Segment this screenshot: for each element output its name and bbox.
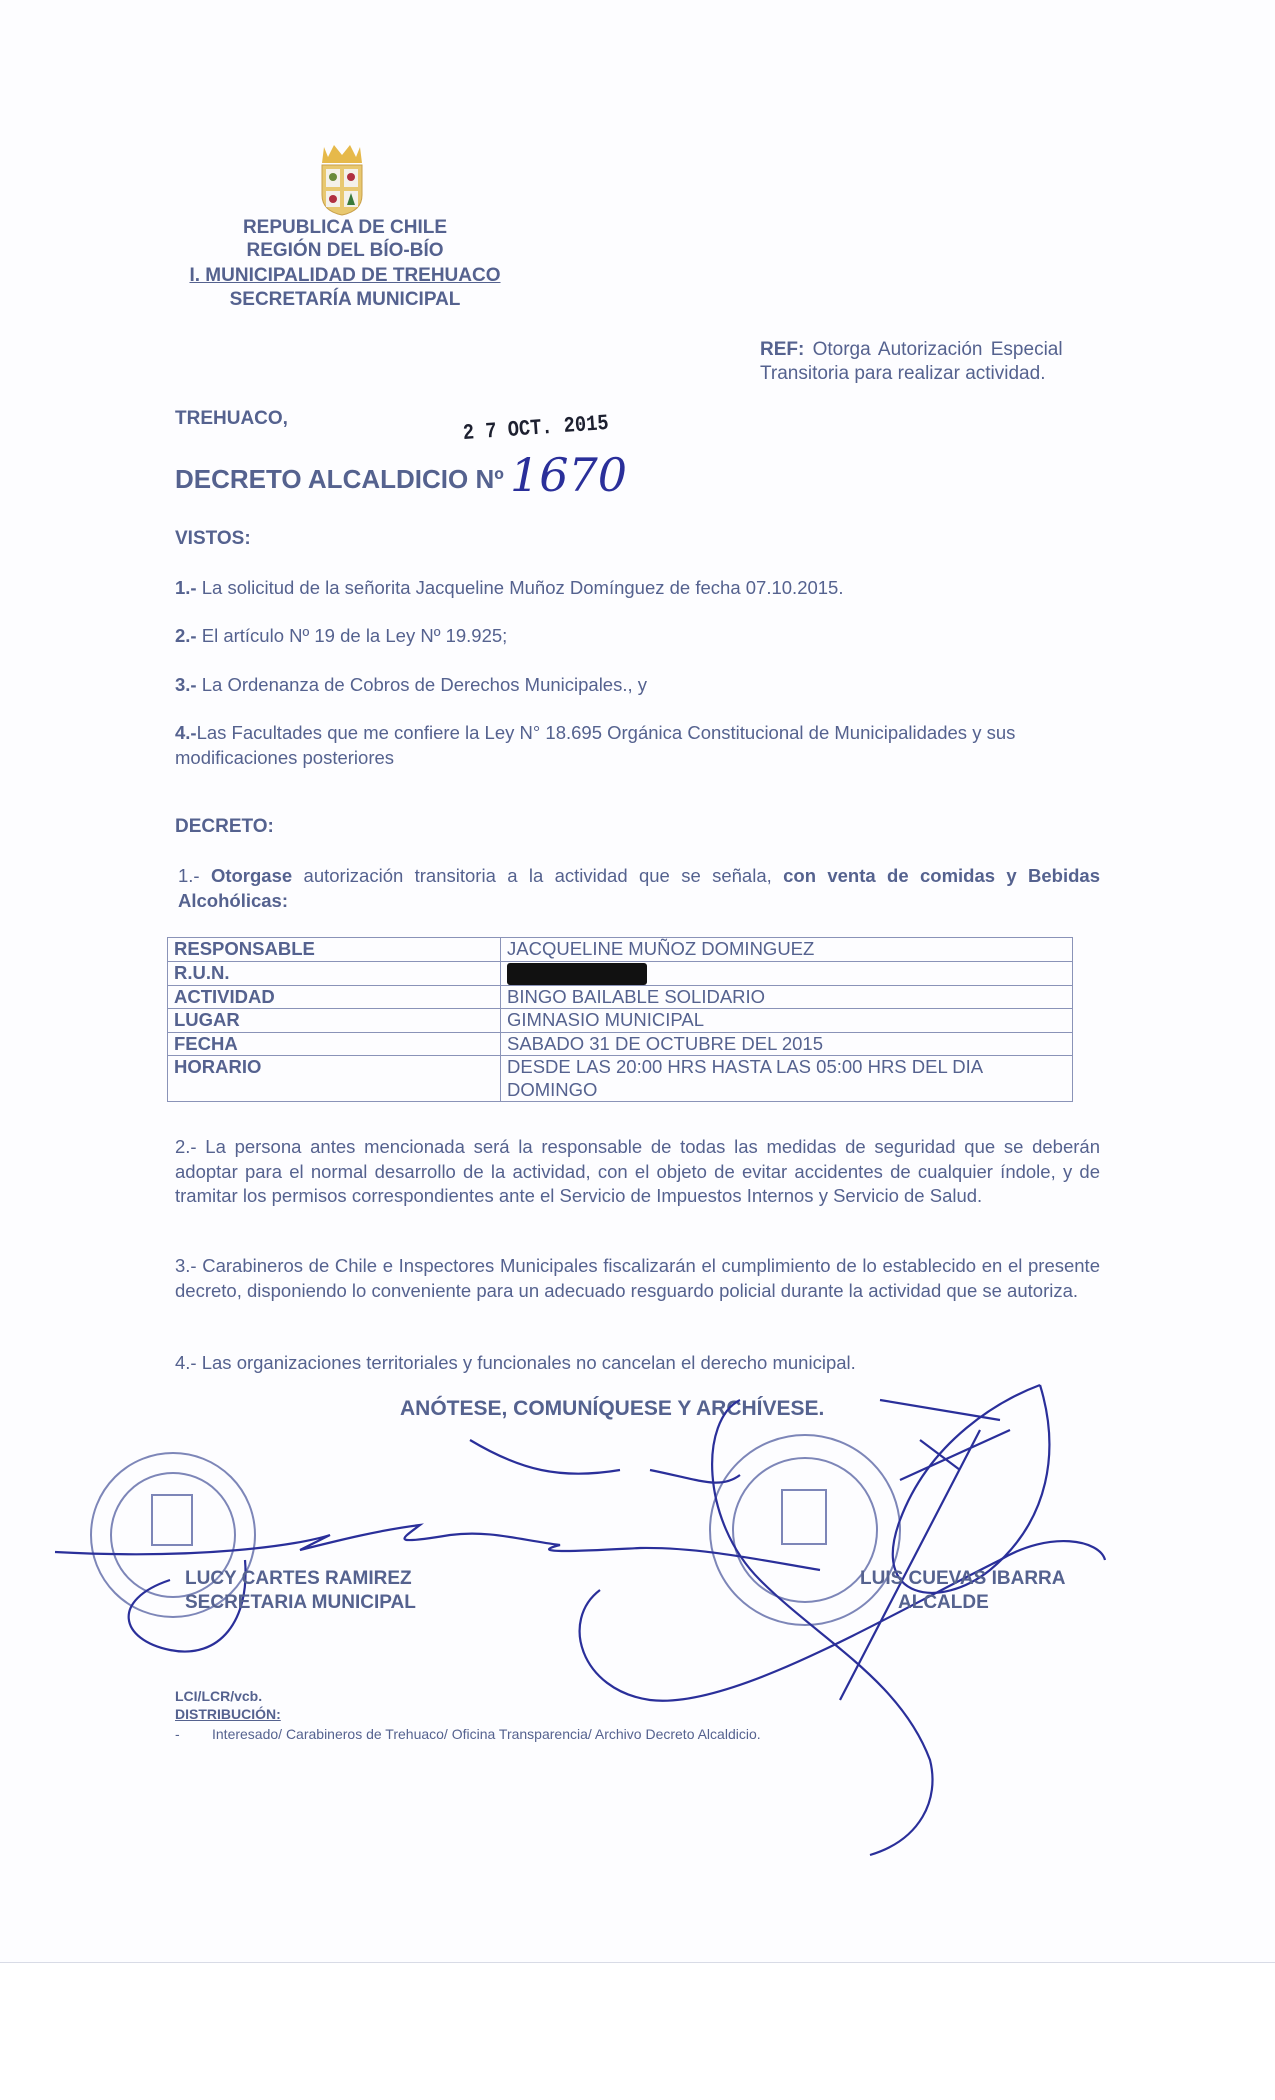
alcalde-role: ALCALDE [898, 1592, 989, 1613]
row-key: ACTIVIDAD [168, 985, 501, 1009]
point-bold: Otorgase [210, 865, 293, 886]
row-value: BINGO BAILABLE SOLIDARIO [501, 985, 1073, 1009]
row-value: GIMNASIO MUNICIPAL [501, 1009, 1073, 1033]
municipal-crest-logo [318, 143, 366, 217]
ref-label: REF: [760, 339, 805, 360]
table-row [168, 1032, 1073, 1056]
item-num: 1.- [175, 577, 197, 598]
header-municipality: I. MUNICIPALIDAD DE TREHUACO [189, 265, 501, 286]
header-region: REGIÓN DEL BÍO-BÍO [246, 240, 444, 261]
item-text: Las Facultades que me confiere la Ley N° 18.695 Orgánica Constitucional de Municipalidades y sus modificaciones posteriores [175, 722, 1016, 768]
item-num: 4.- [175, 722, 197, 743]
item-num: 2.- [175, 625, 197, 646]
ref-line-1 [760, 339, 1063, 361]
row-key: R.U.N. [168, 961, 501, 985]
signature-strokes-icon [55, 1385, 1105, 1855]
decreto-point-3: 3.- Carabineros de Chile e Inspectores Municipales fiscalizarán el cumplimiento de lo establecido en el presente decreto, disponiendo lo conveniente para un adecuado resguardo policial durante la actividad que se autoriza. [175, 1255, 1100, 1301]
ref-text-1: Otorga Autorización Especial [812, 339, 1063, 360]
vistos-item-3 [175, 673, 1100, 698]
vistos-item-1 [175, 576, 1100, 601]
activity-details-table [167, 937, 1073, 1102]
row-key: HORARIO [168, 1056, 501, 1102]
row-value: JACQUELINE MUÑOZ DOMINGUEZ [501, 938, 1073, 962]
point-text: autorización transitoria a la actividad que se señala, [292, 865, 784, 886]
vistos-item-4 [175, 721, 1100, 770]
distribution-list: Interesado/ Carabineros de Trehuaco/ Oficina Transparencia/ Archivo Decreto Alcaldicio. [212, 1726, 761, 1742]
decreto-point-4: 4.- Las organizaciones territoriales y funcionales no cancelan el derecho municipal. [175, 1352, 856, 1373]
row-value: DESDE LAS 20:00 HRS HASTA LAS 05:00 HRS DEL DIA DOMINGO [501, 1056, 1073, 1102]
table-row [168, 1009, 1073, 1033]
item-num: 3.- [175, 674, 197, 695]
table-row [168, 1056, 1073, 1102]
point-bold-2: con venta de comidas y Bebidas Alcohólicas: [178, 865, 1100, 911]
row-key: LUGAR [168, 1009, 501, 1033]
decreto-point-1 [178, 864, 1100, 913]
vistos-item-2 [175, 624, 1100, 649]
redaction-bar [507, 963, 647, 985]
table-row [168, 938, 1073, 962]
distribution-bullet: - [175, 1726, 180, 1742]
place: TREHUACO, [175, 408, 288, 429]
table-row [168, 961, 1073, 985]
decree-number-handwritten: 1670 [510, 448, 628, 502]
vistos-title: VISTOS: [175, 528, 251, 549]
date-stamp: 2 7 OCT. 2015 [462, 410, 610, 447]
closing-formula: ANÓTESE, COMUNÍQUESE Y ARCHÍVESE. [400, 1397, 825, 1420]
row-value [501, 961, 1073, 985]
ref-line-2: Transitoria para realizar actividad. [760, 363, 1046, 384]
initials: LCI/LCR/vcb. [175, 1688, 263, 1704]
header-republic: REPUBLICA DE CHILE [242, 217, 448, 238]
row-key: RESPONSABLE [168, 938, 501, 962]
decreto-title: DECRETO: [175, 816, 274, 837]
point-num: 1.- [178, 865, 211, 886]
item-text: La solicitud de la señorita Jacqueline Muñoz Domínguez de fecha 07.10.2015. [196, 577, 844, 598]
row-value: SABADO 31 DE OCTUBRE DEL 2015 [501, 1032, 1073, 1056]
item-text: El artículo Nº 19 de la Ley Nº 19.925; [196, 625, 508, 646]
secretaria-name: LUCY CARTES RAMIREZ [185, 1568, 412, 1589]
distribution-title: DISTRIBUCIÓN: [175, 1706, 281, 1722]
decree-title: DECRETO ALCALDICIO Nº [175, 464, 504, 494]
header-secretaria: SECRETARÍA MUNICIPAL [229, 289, 461, 310]
alcalde-name: LUIS CUEVAS IBARRA [860, 1568, 1066, 1589]
alcalde-stamp-icon [710, 1435, 900, 1625]
item-text: La Ordenanza de Cobros de Derechos Municipales., y [196, 674, 648, 695]
secretaria-role: SECRETARIA MUNICIPAL [185, 1592, 416, 1613]
table-row [168, 985, 1073, 1009]
decreto-point-2: 2.- La persona antes mencionada será la responsable de todas las medidas de seguridad que se deberán adoptar para el normal desarrollo de la actividad, con el objeto de evitar accidentes de cualquier índole, y de tramitar los permisos correspondientes ante el Servicio de Impuestos Internos y Servicio de Salud. [175, 1136, 1100, 1206]
row-key: FECHA [168, 1032, 501, 1056]
